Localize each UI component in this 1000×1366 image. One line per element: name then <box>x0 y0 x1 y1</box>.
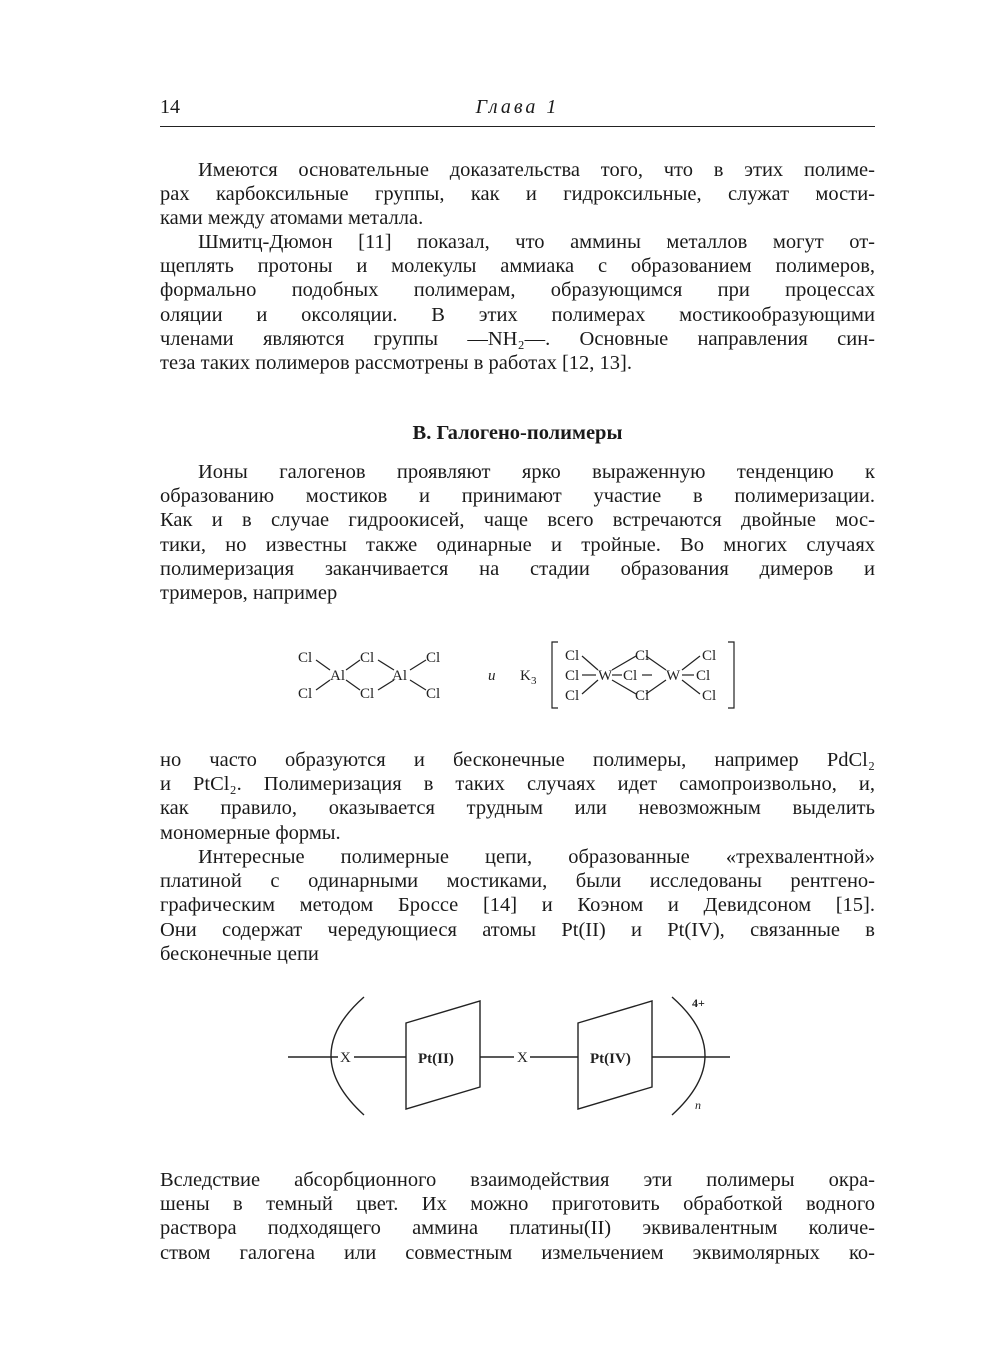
paragraph-5 <box>160 845 875 966</box>
svg-text:Cl: Cl <box>360 686 375 702</box>
svg-text:Cl: Cl <box>298 686 313 702</box>
svg-text:Cl: Cl <box>298 650 313 666</box>
paragraph-3 <box>160 460 875 605</box>
svg-text:W: W <box>598 668 613 684</box>
svg-text:Cl: Cl <box>702 648 717 664</box>
text-line: членами являются группы —NH₂—. Основные направления син- <box>160 327 875 350</box>
text-line: Ионы галогенов проявляют ярко выраженную тенденцию к <box>198 461 875 483</box>
svg-text:Cl: Cl <box>426 650 441 666</box>
svg-text:Cl: Cl <box>565 688 580 704</box>
text-line: образованию мостиков и принимают участие в полимеризации. <box>160 485 875 508</box>
svg-text:3: 3 <box>531 675 537 687</box>
text-line: Шмитц-Дюмон [11] показал, что аммины металлов могут от- <box>198 231 875 253</box>
paragraph-4 <box>160 748 875 845</box>
text-line: раствора подходящего аммина платины(II) эквивалентным количе- <box>160 1217 875 1240</box>
paragraph-6 <box>160 1168 875 1265</box>
svg-text:X: X <box>517 1050 528 1066</box>
text-line: щеплять протоны и молекулы аммиака с образованием полимеров, <box>160 255 875 278</box>
text-line: ками между атомами металла. <box>160 207 424 230</box>
text-line: Как и в случае гидроокисей, чаще всего встречаются двойные мос- <box>160 509 875 532</box>
svg-text:Cl: Cl <box>565 648 580 664</box>
svg-text:Al: Al <box>330 668 345 684</box>
text-line: мономерные формы. <box>160 821 341 844</box>
chapter-title: Глава 1 <box>475 96 560 118</box>
svg-text:Cl: Cl <box>426 686 441 702</box>
repeat-n-label: n <box>695 1098 701 1112</box>
svg-text:W: W <box>666 668 681 684</box>
potassium-label: K <box>520 668 531 684</box>
pt-chain-diagram <box>280 985 740 1125</box>
text-line: бесконечные цепи <box>160 942 319 965</box>
header-rule <box>160 126 875 127</box>
svg-text:Cl: Cl <box>696 668 711 684</box>
text-line: как правило, оказывается трудным или невозможным выделить <box>160 797 875 820</box>
text-line: Вследствие абсорбционного взаимодействия эти полимеры окра- <box>160 1169 875 1191</box>
svg-text:Cl: Cl <box>702 688 717 704</box>
charge-label: 4+ <box>692 996 705 1010</box>
page-number: 14 <box>160 96 180 118</box>
w2cl9-formula <box>552 642 734 708</box>
text-line: полимеризация заканчивается на стадии образования димеров и <box>160 557 875 580</box>
svg-text:Cl: Cl <box>623 668 638 684</box>
text-line: тики, но известны также одинарные и тройные. Во многих случаях <box>160 533 875 556</box>
pt4-label: Pt(IV) <box>590 1051 631 1067</box>
halogen-bridge-formulas <box>280 630 750 720</box>
text-line: графическим методом Броссе [14] и Коэном и Девидсоном [15]. <box>160 894 875 917</box>
paragraph-1 <box>160 158 875 231</box>
text-line: шены в темный цвет. Их можно приготовить обработкой водного <box>160 1193 875 1216</box>
text-line: и PtCl₂. Полимеризация в таких случаях идет самопроизвольно, и, <box>160 773 875 796</box>
text-line: но часто образуются и бесконечные полимеры, например PdCl₂ <box>160 749 875 771</box>
svg-text:X: X <box>340 1050 351 1066</box>
svg-text:Cl: Cl <box>635 688 650 704</box>
text-line: Имеются основательные доказательства того, что в этих полиме- <box>198 159 875 181</box>
text-line: тримеров, например <box>160 581 338 604</box>
svg-text:Cl: Cl <box>565 668 580 684</box>
pt2-label: Pt(II) <box>418 1051 454 1067</box>
conjunction: и <box>488 668 496 684</box>
svg-text:Al: Al <box>392 668 407 684</box>
text-line: ством галогена или совместным измельчением эквимолярных ко- <box>160 1241 875 1264</box>
text-line: платиной с одинарными мостиками, были исследованы рентгено- <box>160 870 875 893</box>
text-line: формально подобных полимерам, образующимся при процессах <box>160 279 875 302</box>
svg-text:Cl: Cl <box>635 648 650 664</box>
running-header <box>160 96 875 126</box>
al2cl6-formula <box>298 650 440 702</box>
text-line: оляции и оксоляции. В этих полимерах мостикообразующими <box>160 303 875 326</box>
section-heading: B. Галогено-полимеры <box>412 422 623 444</box>
svg-text:Cl: Cl <box>360 650 375 666</box>
text-line: рах карбоксильные группы, как и гидроксильные, служат мости- <box>160 183 875 206</box>
text-line: теза таких полимеров рассмотрены в работах [12, 13]. <box>160 351 632 374</box>
paragraph-2 <box>160 230 875 375</box>
text-line: Интересные полимерные цепи, образованные «трехвалентной» <box>198 846 875 868</box>
text-line: Они содержат чередующиеся атомы Pt(II) и Pt(IV), связанные в <box>160 918 875 941</box>
